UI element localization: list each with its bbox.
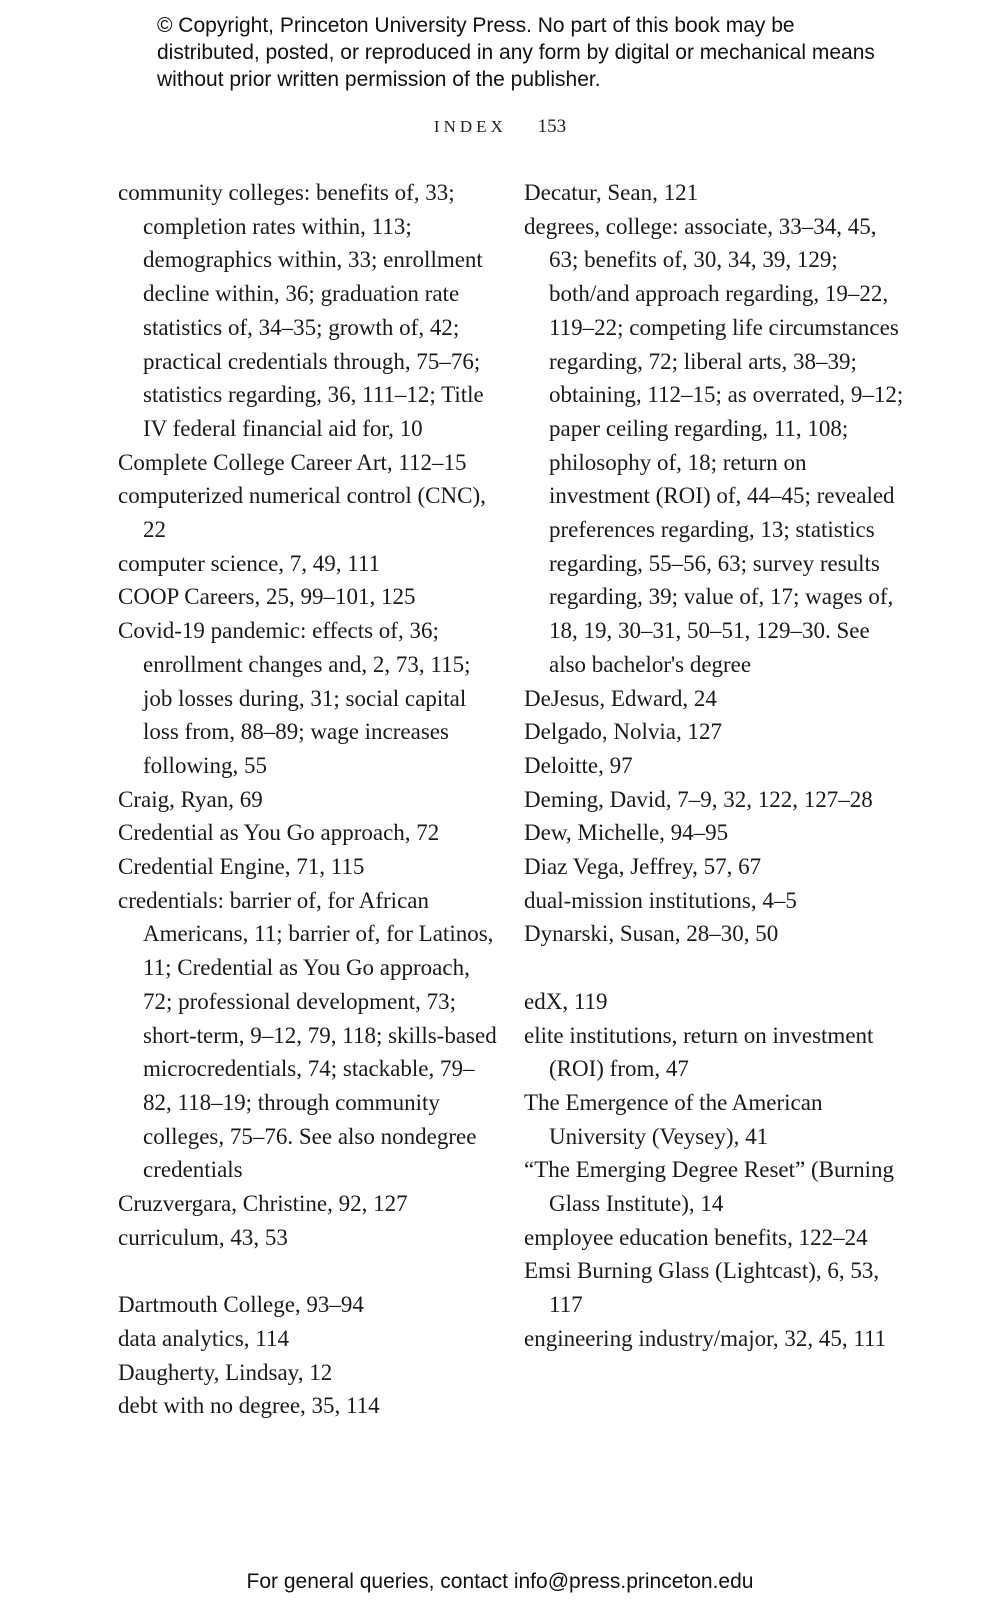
index-column-left: [118, 176, 498, 1423]
copyright-notice: © Copyright, Princeton University Press. No part of this book may be distributed, posted, or reproduced in any form by digital or mechanical means without prior written permission of the publisher.: [157, 14, 875, 91]
index-entry: Dew, Michelle, 94–95: [524, 820, 729, 846]
index-entry: computer science, 7, 49, 111: [118, 550, 381, 576]
index-entry: degrees, college: associate, 33–34, 45, 63; benefits of, 30, 34, 39, 129; both/and approach regarding, 19–22, 119–22; competing life circumstances regarding, 72; liberal arts, 38–39; obtaining, 112–15; as overrated, 9–12; paper ceiling regarding, 11, 108; philosophy of, 18; return on investment (ROI) of, 44–45; revealed preferences regarding, 13; statistics regarding, 55–56, 63; survey results regarding, 39; value of, 17; wages of, 18, 19, 30–31, 50–51, 129–30. See also bachelor's degree: [524, 213, 904, 677]
index-entry: Dartmouth College, 93–94: [118, 1292, 364, 1318]
index-entry: Credential Engine, 71, 115: [118, 854, 365, 880]
footer-contact: For general queries, contact info@press.princeton.edu: [246, 1570, 754, 1593]
index-entry: edX, 119: [524, 988, 608, 1014]
letter-gap: [118, 1255, 498, 1289]
index-entry: Delgado, Nolvia, 127: [524, 719, 723, 745]
index-entry: Emsi Burning Glass (Lightcast), 6, 53, 117: [524, 1258, 880, 1318]
index-entry: Covid-19 pandemic: effects of, 36; enrollment changes and, 2, 73, 115; job losses during, 31; social capital loss from, 88–89; wage increases following, 55: [118, 618, 471, 778]
index-entry: “The Emerging Degree Reset” (Burning Glass Institute), 14: [524, 1157, 894, 1217]
index-entry: Craig, Ryan, 69: [118, 786, 263, 812]
index-entry: debt with no degree, 35, 114: [118, 1393, 380, 1419]
index-entry: elite institutions, return on investment (ROI) from, 47: [524, 1022, 874, 1082]
index-column-right: [524, 176, 904, 1356]
index-entry: DeJesus, Edward, 24: [524, 685, 717, 711]
index-entry: dual-mission institutions, 4–5: [524, 887, 797, 913]
index-entry: Decatur, Sean, 121: [524, 180, 699, 205]
index-entry: community colleges: benefits of, 33; completion rates within, 113; demographics within, 33; enrollment decline within, 36; graduation rate statistics of, 34–35; growth of, 42; practical credentials through, 75–76; statistics regarding, 36, 111–12; Title IV federal financial aid for, 10: [118, 180, 484, 441]
running-head-label: INDEX: [433, 117, 507, 136]
index-entry: credentials: barrier of, for African Americans, 11; barrier of, for Latinos, 11; Credential as You Go approach, 72; professional development, 73; short-term, 9–12, 79, 118; skills-based microcredentials, 74; stackable, 79–82, 118–19; through community colleges, 75–76. See also nondegree credentials: [118, 887, 497, 1183]
index-entry: curriculum, 43, 53: [118, 1224, 288, 1250]
index-entry: Daugherty, Lindsay, 12: [118, 1359, 333, 1385]
letter-gap: [524, 951, 904, 985]
index-entry: Deloitte, 97: [524, 752, 633, 778]
index-entry: Cruzvergara, Christine, 92, 127: [118, 1191, 408, 1217]
index-entry: The Emergence of the American University (Veysey), 41: [524, 1089, 823, 1149]
index-entry: Diaz Vega, Jeffrey, 57, 67: [524, 854, 762, 880]
index-entry: engineering industry/major, 32, 45, 111: [524, 1325, 887, 1351]
running-head: [0, 116, 1000, 138]
index-entry: Credential as You Go approach, 72: [118, 820, 440, 846]
index-entry: data analytics, 114: [118, 1325, 289, 1351]
index-entry: Deming, David, 7–9, 32, 122, 127–28: [524, 786, 873, 812]
page-number: 153: [537, 116, 567, 137]
index-entry: Complete College Career Art, 112–15: [118, 449, 467, 475]
index-entry: employee education benefits, 122–24: [524, 1224, 868, 1250]
index-entry: Dynarski, Susan, 28–30, 50: [524, 921, 779, 947]
index-entry: computerized numerical control (CNC), 22: [118, 483, 486, 543]
index-entry: COOP Careers, 25, 99–101, 125: [118, 584, 416, 610]
